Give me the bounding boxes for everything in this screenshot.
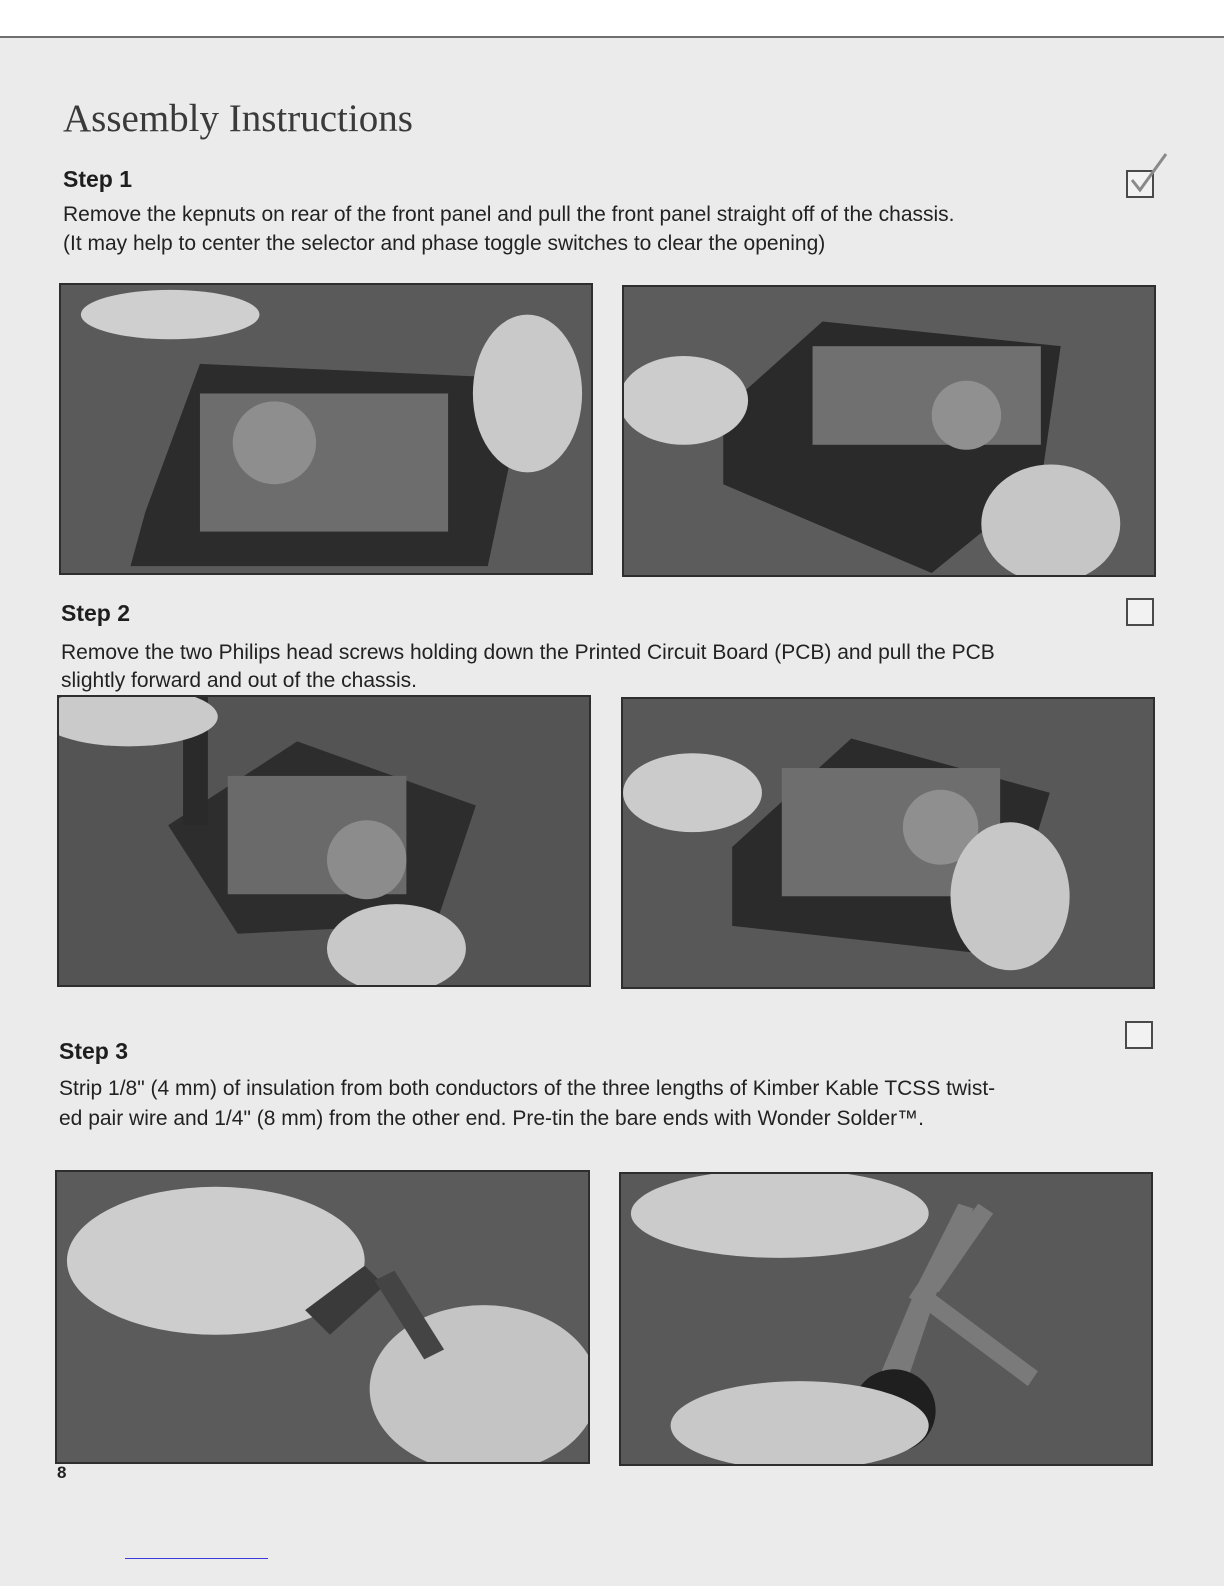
step-3-photo-left — [55, 1170, 590, 1464]
page-number: 8 — [57, 1463, 67, 1482]
step-3-text-line-1: Strip 1/8" (4 mm) of insulation from both conductors of the three lengths of Kimber Kable TCSS twist- — [59, 1077, 996, 1100]
page-title: Assembly Instructions — [63, 97, 413, 140]
step-1-checkbox[interactable] — [1126, 170, 1154, 198]
step-2-text-line-2: slightly forward and out of the chassis. — [61, 669, 418, 692]
step-1-heading: Step 1 — [63, 166, 133, 192]
step-2-photo-left — [57, 695, 591, 987]
step-1-text-line-1: Remove the kepnuts on rear of the front panel and pull the front panel straight off of the chassis. — [63, 203, 955, 226]
step-3-text-line-2: ed pair wire and 1/4" (8 mm) from the other end. Pre-tin the bare ends with Wonder Solder™. — [59, 1107, 924, 1130]
step-2-heading: Step 2 — [61, 600, 131, 626]
step-3-photo-right — [619, 1172, 1153, 1466]
step-2-checkbox[interactable] — [1126, 598, 1154, 626]
step-3-checkbox[interactable] — [1125, 1021, 1153, 1049]
step-1-photo-left — [59, 283, 593, 575]
step-1-text-line-2: (It may help to center the selector and phase toggle switches to clear the opening) — [63, 232, 826, 255]
step-3-heading: Step 3 — [59, 1038, 129, 1064]
step-2-text-line-1: Remove the two Philips head screws holding down the Printed Circuit Board (PCB) and pull the PCB — [61, 641, 995, 664]
document-page — [0, 36, 1224, 1586]
footer-link-underline — [125, 1558, 268, 1559]
checkmark-icon — [1126, 152, 1174, 202]
step-1-photo-right — [622, 285, 1156, 577]
step-2-photo-right — [621, 697, 1155, 989]
